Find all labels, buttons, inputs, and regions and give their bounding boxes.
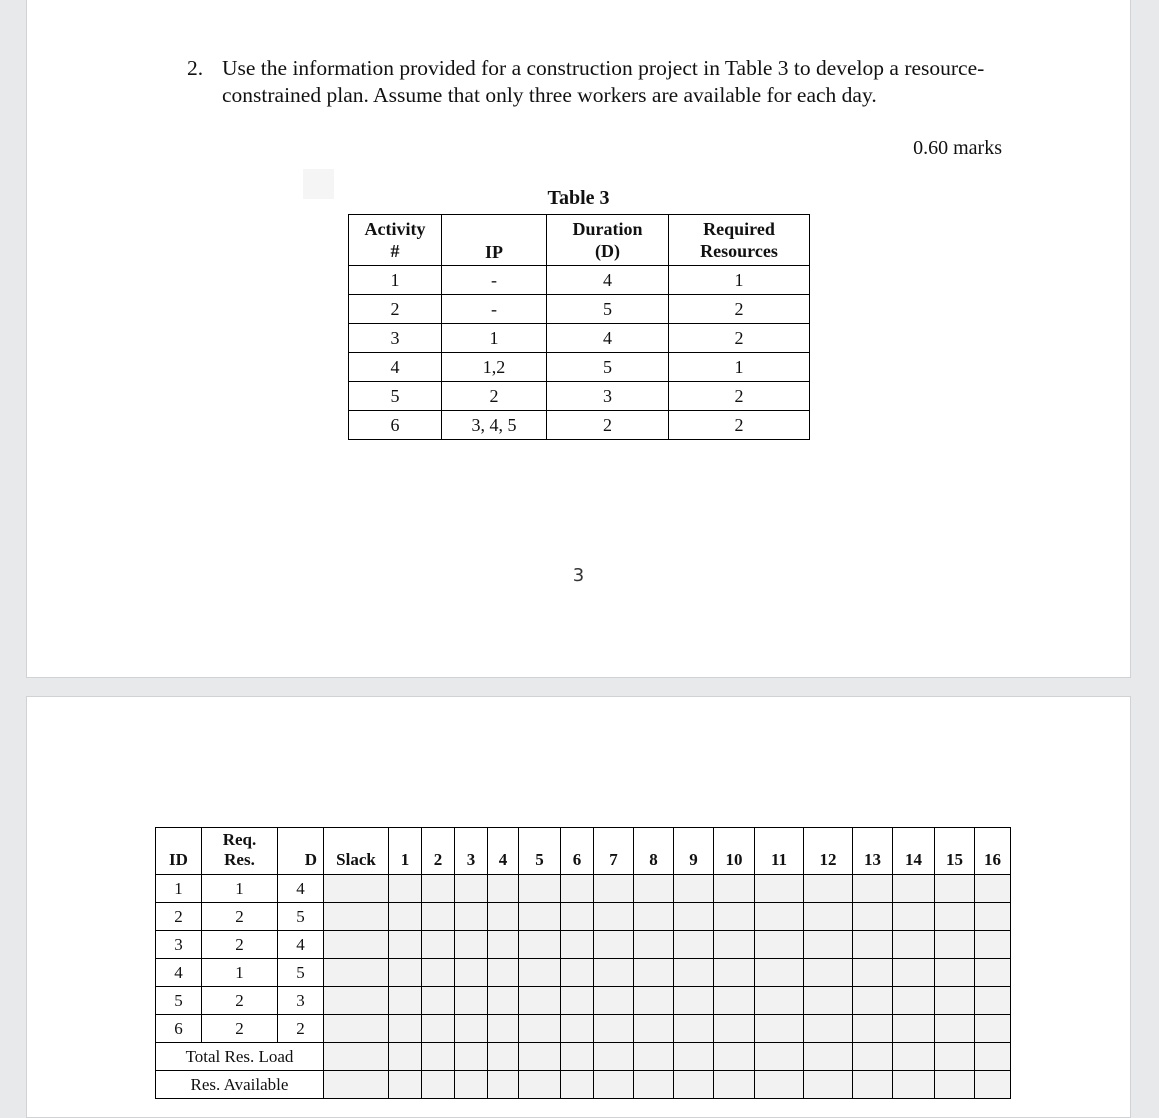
id-cell: 2 [156,903,202,931]
d-cell: 4 [278,875,324,903]
duration-header [547,215,669,266]
activity-cell: 6 [349,411,442,440]
day-cell[interactable] [935,931,975,959]
activity-header-l1: Activity [364,219,426,239]
day-header: 11 [755,828,804,875]
id-cell: 1 [156,875,202,903]
day-cell[interactable] [488,903,519,931]
day-cell[interactable] [594,1043,634,1071]
ip-cell: 3, 4, 5 [442,411,547,440]
resources-cell: 2 [669,324,810,353]
d-cell: 4 [278,931,324,959]
day-cell[interactable] [422,903,455,931]
day-cell[interactable] [455,1015,488,1043]
day-cell[interactable] [975,959,1011,987]
activity-cell: 1 [349,266,442,295]
day-cell[interactable] [422,959,455,987]
req-res-header [202,828,278,875]
d-header: D [278,828,324,875]
schedule-header-row [156,828,1011,875]
day-cell[interactable] [422,1015,455,1043]
slack-cell[interactable] [324,987,389,1015]
day-cell[interactable] [455,959,488,987]
day-cell[interactable] [519,875,561,903]
day-cell[interactable] [804,1015,853,1043]
day-cell[interactable] [594,875,634,903]
resources-header-l1: Required [703,219,775,239]
duration-cell: 3 [547,382,669,411]
total-load-label: Total Res. Load [156,1043,324,1071]
day-cell[interactable] [488,959,519,987]
day-cell[interactable] [975,903,1011,931]
day-cell[interactable] [488,931,519,959]
day-cell[interactable] [422,931,455,959]
day-cell[interactable] [519,1043,561,1071]
day-cell[interactable] [804,875,853,903]
day-cell[interactable] [853,959,893,987]
table-row [349,266,810,295]
day-cell[interactable] [935,987,975,1015]
table3-caption: Table 3 [547,187,610,209]
activity-cell: 5 [349,382,442,411]
day-cell[interactable] [422,1043,455,1071]
d-cell: 5 [278,903,324,931]
day-header: 12 [804,828,853,875]
day-cell[interactable] [853,875,893,903]
day-cell[interactable] [455,903,488,931]
slack-cell[interactable] [324,1071,389,1099]
duration-cell: 4 [547,266,669,295]
id-cell: 5 [156,987,202,1015]
day-header: 5 [519,828,561,875]
day-cell[interactable] [561,1043,594,1071]
day-cell[interactable] [674,959,714,987]
day-cell[interactable] [853,903,893,931]
slack-cell[interactable] [324,903,389,931]
slack-cell[interactable] [324,875,389,903]
day-cell[interactable] [389,903,422,931]
resources-header-l2: Resources [700,241,778,261]
duration-cell: 5 [547,295,669,324]
day-cell[interactable] [853,987,893,1015]
day-cell[interactable] [389,1015,422,1043]
day-cell[interactable] [455,875,488,903]
day-cell[interactable] [634,931,674,959]
table-row [349,411,810,440]
ip-header-label: IP [485,242,503,262]
req-cell: 2 [202,987,278,1015]
day-cell[interactable] [893,1071,935,1099]
table-row [349,295,810,324]
req-header-l2: Res. [224,850,255,869]
day-cell[interactable] [594,1071,634,1099]
duration-header-l1: Duration [572,219,643,239]
day-cell[interactable] [389,1071,422,1099]
day-cell[interactable] [975,1015,1011,1043]
day-cell[interactable] [561,1071,594,1099]
day-header: 4 [488,828,519,875]
day-cell[interactable] [674,875,714,903]
day-cell[interactable] [975,1071,1011,1099]
text-cursor [809,380,810,404]
activity-header-l2: # [390,241,400,261]
slack-cell[interactable] [324,959,389,987]
day-header: 13 [853,828,893,875]
table-row [349,382,810,411]
marks-label: 0.60 marks [913,137,1002,159]
req-cell: 1 [202,875,278,903]
day-header: 2 [422,828,455,875]
day-header: 8 [634,828,674,875]
day-cell[interactable] [389,959,422,987]
resources-cell: 2 [669,411,810,440]
ip-cell: 1 [442,324,547,353]
day-cell[interactable] [714,1071,755,1099]
resources-cell: 1 [669,353,810,382]
slack-header: Slack [324,828,389,875]
table3-header-row [349,215,810,266]
activity-cell: 4 [349,353,442,382]
day-cell[interactable] [935,1071,975,1099]
day-cell[interactable] [634,903,674,931]
day-cell[interactable] [893,1043,935,1071]
day-cell[interactable] [893,959,935,987]
day-header: 16 [975,828,1011,875]
day-cell[interactable] [714,1043,755,1071]
day-cell[interactable] [389,1043,422,1071]
req-cell: 2 [202,1015,278,1043]
table3 [348,214,810,440]
req-cell: 2 [202,931,278,959]
resources-cell: 1 [669,266,810,295]
day-cell[interactable] [975,875,1011,903]
day-cell[interactable] [755,1043,804,1071]
slack-cell[interactable] [324,1015,389,1043]
ip-header [442,215,547,266]
day-cell[interactable] [893,1015,935,1043]
day-cell[interactable] [853,1043,893,1071]
day-cell[interactable] [755,959,804,987]
day-cell[interactable] [519,1015,561,1043]
day-header: 14 [893,828,935,875]
day-cell[interactable] [714,903,755,931]
day-cell[interactable] [853,931,893,959]
day-cell[interactable] [488,1043,519,1071]
day-cell[interactable] [755,987,804,1015]
day-cell[interactable] [674,903,714,931]
day-header: 7 [594,828,634,875]
d-cell: 3 [278,987,324,1015]
day-cell[interactable] [804,959,853,987]
day-cell[interactable] [594,987,634,1015]
day-cell[interactable] [755,1071,804,1099]
day-cell[interactable] [561,875,594,903]
day-cell[interactable] [755,1015,804,1043]
day-cell[interactable] [935,875,975,903]
day-header: 3 [455,828,488,875]
day-cell[interactable] [755,903,804,931]
activity-cell: 3 [349,324,442,353]
day-cell[interactable] [975,931,1011,959]
activity-cell: 2 [349,295,442,324]
day-cell[interactable] [755,931,804,959]
day-cell[interactable] [634,987,674,1015]
day-cell[interactable] [488,1015,519,1043]
day-cell[interactable] [455,1043,488,1071]
document-page-2 [26,696,1131,1118]
day-cell[interactable] [893,903,935,931]
table-row [156,903,1011,931]
day-cell[interactable] [519,903,561,931]
day-cell[interactable] [804,1043,853,1071]
table-row [156,959,1011,987]
day-cell[interactable] [422,1071,455,1099]
table-row [156,1015,1011,1043]
day-header: 10 [714,828,755,875]
day-cell[interactable] [488,875,519,903]
day-cell[interactable] [975,1043,1011,1071]
day-cell[interactable] [519,987,561,1015]
ip-cell: - [442,266,547,295]
day-cell[interactable] [674,1015,714,1043]
slack-cell[interactable] [324,1043,389,1071]
slack-cell[interactable] [324,931,389,959]
id-cell: 3 [156,931,202,959]
schedule-table [155,827,1011,1099]
day-cell[interactable] [634,875,674,903]
question-text: Use the information provided for a construction project in Table 3 to develop a resource-constrained plan. Assume that only three workers are available for each day. [222,56,985,107]
document-page-1 [26,0,1131,678]
day-header: 15 [935,828,975,875]
table-row [349,353,810,382]
day-cell[interactable] [519,931,561,959]
table-row [156,875,1011,903]
day-cell[interactable] [714,875,755,903]
day-cell[interactable] [935,1043,975,1071]
day-cell[interactable] [935,903,975,931]
duration-header-l2: (D) [595,241,620,261]
day-cell[interactable] [594,903,634,931]
day-cell[interactable] [634,1015,674,1043]
resources-header [669,215,810,266]
day-cell[interactable] [804,931,853,959]
table-row [156,931,1011,959]
day-cell[interactable] [561,1015,594,1043]
day-cell[interactable] [561,931,594,959]
ip-cell: - [442,295,547,324]
question-number: 2. [187,56,204,80]
day-cell[interactable] [594,959,634,987]
day-cell[interactable] [389,931,422,959]
resources-cell: 2 [669,295,810,324]
day-cell[interactable] [674,1071,714,1099]
day-cell[interactable] [804,1071,853,1099]
day-cell[interactable] [561,987,594,1015]
day-cell[interactable] [488,987,519,1015]
day-cell[interactable] [422,875,455,903]
day-header: 9 [674,828,714,875]
day-cell[interactable] [674,1043,714,1071]
id-header: ID [156,828,202,875]
ip-cell: 2 [442,382,547,411]
day-cell[interactable] [893,875,935,903]
day-cell[interactable] [634,959,674,987]
day-cell[interactable] [975,987,1011,1015]
day-cell[interactable] [935,1015,975,1043]
day-cell[interactable] [561,959,594,987]
day-cell[interactable] [594,931,634,959]
res-available-row [156,1071,1011,1099]
req-header-l1: Req. [222,830,257,849]
day-header: 1 [389,828,422,875]
req-cell: 2 [202,903,278,931]
ip-cell: 1,2 [442,353,547,382]
d-cell: 5 [278,959,324,987]
day-cell[interactable] [804,987,853,1015]
duration-cell: 5 [547,353,669,382]
day-cell[interactable] [634,1043,674,1071]
day-cell[interactable] [389,987,422,1015]
day-cell[interactable] [674,931,714,959]
day-cell[interactable] [714,931,755,959]
id-cell: 6 [156,1015,202,1043]
day-cell[interactable] [755,875,804,903]
duration-cell: 2 [547,411,669,440]
day-cell[interactable] [422,987,455,1015]
day-cell[interactable] [804,903,853,931]
activity-header [349,215,442,266]
day-cell[interactable] [674,987,714,1015]
day-header: 6 [561,828,594,875]
table-row [349,324,810,353]
table-row [156,987,1011,1015]
day-cell[interactable] [893,987,935,1015]
resources-cell: 2 [669,382,810,411]
id-cell: 4 [156,959,202,987]
day-cell[interactable] [634,1071,674,1099]
day-cell[interactable] [389,875,422,903]
d-cell: 2 [278,1015,324,1043]
req-cell: 1 [202,959,278,987]
day-cell[interactable] [714,1015,755,1043]
day-cell[interactable] [853,1071,893,1099]
page-number: 3 [572,565,585,586]
day-cell[interactable] [853,1015,893,1043]
day-cell[interactable] [455,987,488,1015]
day-cell[interactable] [594,1015,634,1043]
day-cell[interactable] [561,903,594,931]
day-cell[interactable] [455,931,488,959]
total-load-row [156,1043,1011,1071]
day-cell[interactable] [714,987,755,1015]
day-cell[interactable] [519,1071,561,1099]
duration-cell: 4 [547,324,669,353]
day-cell[interactable] [935,959,975,987]
day-cell[interactable] [893,931,935,959]
day-cell[interactable] [455,1071,488,1099]
res-available-label: Res. Available [156,1071,324,1099]
day-cell[interactable] [519,959,561,987]
day-cell[interactable] [714,959,755,987]
day-cell[interactable] [488,1071,519,1099]
